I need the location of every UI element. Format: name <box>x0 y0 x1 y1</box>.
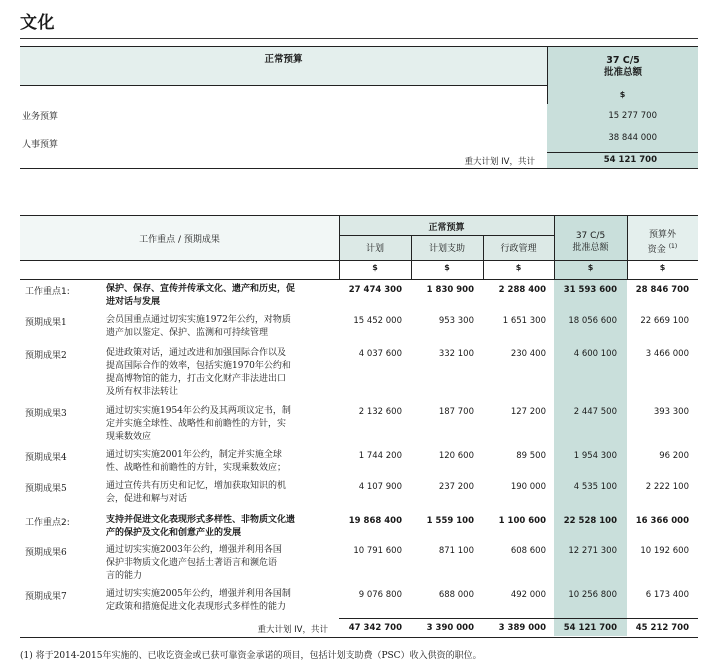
cell-plan: 9 076 800 <box>358 590 402 600</box>
cell-total: 12 271 300 <box>568 546 617 556</box>
cell-extra: 28 846 700 <box>635 285 689 295</box>
total-plan-support: 3 390 000 <box>426 623 474 633</box>
summary-row-value: 15 277 700 <box>608 111 657 121</box>
cell-admin: 492 000 <box>510 590 546 600</box>
currency-plan-support: $ <box>444 263 450 272</box>
cell-support: 1 559 100 <box>426 516 474 526</box>
col-divider <box>411 235 412 279</box>
detail-total-rule <box>339 618 698 619</box>
cell-extra: 96 200 <box>659 451 689 461</box>
title-divider <box>20 38 698 39</box>
expected-result-label: 预期成果6 <box>25 548 67 558</box>
cell-support: 688 000 <box>438 590 474 600</box>
description-line: 通过切实实施1954年公约及其两项议定书，制 <box>106 406 291 416</box>
currency-admin: $ <box>515 263 522 272</box>
summary-header-approved-total: 37 C/5 批准总额 <box>547 47 698 85</box>
detail-header-approved-total: 37 C/5 批准总额 <box>572 231 609 253</box>
description-line: 通过宣传共有历史和记忆，增加获取知识的机 <box>106 481 287 491</box>
row-description <box>106 480 334 506</box>
expected-result-label: 预期成果7 <box>25 592 67 602</box>
cell-support: 1 830 900 <box>426 285 474 295</box>
cell-support: 237 200 <box>438 482 474 492</box>
cell-total: 31 593 600 <box>563 285 617 295</box>
cell-support: 120 600 <box>438 451 474 461</box>
description-line: 现乘数效应 <box>106 432 152 442</box>
cell-extra: 2 222 100 <box>645 482 689 492</box>
detail-header-plan-support: 计划支助 <box>428 244 465 254</box>
row-description <box>106 405 334 444</box>
expected-result-label: 预期成果4 <box>25 453 67 463</box>
row-description <box>106 314 334 340</box>
cell-total: 1 954 300 <box>573 451 617 461</box>
description-line: 通过切实实施2005年公约，增强并利用各国制 <box>106 589 291 599</box>
expected-result-label: 预期成果1 <box>25 318 67 328</box>
cell-total: 4 600 100 <box>573 349 617 359</box>
summary-row-label: 人事预算 <box>22 140 59 150</box>
cell-plan: 15 452 000 <box>353 316 402 326</box>
currency-row-rule <box>20 279 698 280</box>
cell-total: 4 535 100 <box>573 482 617 492</box>
summary-table-header <box>20 46 698 86</box>
detail-bottom-rule <box>20 637 698 638</box>
description-line: 保护非物质文化遗产包括土著语言和濒危语 <box>106 558 278 568</box>
regular-budget-rule <box>339 235 554 236</box>
description-line: 遗产加以鉴定、保护、监测和可持续管理 <box>106 328 269 338</box>
priority-label: 工作重点1: <box>25 287 70 297</box>
cell-extra: 393 300 <box>653 407 689 417</box>
description-line: 进对话与发展 <box>106 297 161 307</box>
cell-plan: 1 744 200 <box>358 451 402 461</box>
cell-support: 953 300 <box>438 316 474 326</box>
summary-row-value: 38 844 000 <box>608 133 657 143</box>
cell-admin: 190 000 <box>510 482 546 492</box>
page-title: 文化 <box>20 13 55 33</box>
summary-header-regular-budget: 正常预算 <box>264 54 303 65</box>
detail-header-admin: 行政管理 <box>500 244 537 254</box>
currency-extra: $ <box>659 263 666 272</box>
expected-result-label: 预期成果2 <box>25 351 67 361</box>
cell-total: 22 528 100 <box>563 516 617 526</box>
description-line: 定政策和措施促进文化表现形式多样性的能力 <box>106 602 287 612</box>
cell-admin: 1 651 300 <box>502 316 546 326</box>
detail-header-priority: 工作重点 / 预期成果 <box>139 235 220 245</box>
expected-result-label: 预期成果3 <box>25 409 67 419</box>
description-line: 支持并促进文化表现形式多样性、非物质文化遗 <box>106 515 296 525</box>
detail-header-regular-budget: 正常预算 <box>428 223 465 233</box>
cell-admin: 2 288 400 <box>498 285 546 295</box>
description-line: 言的能力 <box>106 571 143 581</box>
cell-plan: 2 132 600 <box>358 407 402 417</box>
summary-currency: $ <box>619 90 626 99</box>
footnote: (1) 将于2014-2015年实施的、已收讫资金或已获可靠资金承诺的项目，包括计划支助费（PSC）收入供资的职位。 <box>20 651 482 661</box>
description-line: 提高国际合作的效率，包括实施1970年公约和 <box>106 361 291 371</box>
currency-plan: $ <box>372 263 378 272</box>
col-divider <box>483 235 484 279</box>
expected-result-label: 预期成果5 <box>25 484 67 494</box>
cell-total: 2 447 500 <box>573 407 617 417</box>
cell-total: 18 056 600 <box>568 316 617 326</box>
description-line: 促进政策对话，通过改进和加强国际合作以及 <box>106 348 287 358</box>
cell-support: 187 700 <box>438 407 474 417</box>
detail-header-extrabudgetary: 预算外 资金 $^{(1)}$ <box>647 230 678 255</box>
description-line: 会员国重点通过切实实施1972年公约，对物质 <box>106 315 291 325</box>
description-line: 性、战略性和前瞻性的方针，实现乘数效应； <box>106 463 287 473</box>
cell-plan: 4 107 900 <box>358 482 402 492</box>
cell-admin: 127 200 <box>510 407 546 417</box>
cell-total: 10 256 800 <box>568 590 617 600</box>
cell-admin: 608 600 <box>510 546 546 556</box>
total-plan: 47 342 700 <box>348 623 402 633</box>
total-extrabudgetary: 45 212 700 <box>635 623 689 633</box>
row-description <box>106 347 334 399</box>
description-line: 通过切实实施2001年公约，制定并实施全球 <box>106 450 282 460</box>
cell-plan: 10 791 600 <box>353 546 402 556</box>
description-line: 提高博物馆的能力，打击文化财产非法进出口 <box>106 374 287 384</box>
description-line: 保护、保存、宣传并传承文化、遗产和历史，促 <box>106 284 296 294</box>
currency-total: $ <box>587 263 594 272</box>
cell-extra: 3 466 000 <box>645 349 689 359</box>
detail-total-label: 重大计划 IV，共计 <box>257 625 328 635</box>
cell-plan: 19 868 400 <box>348 516 402 526</box>
cell-admin: 1 100 600 <box>498 516 546 526</box>
footnote-ref: (1) <box>668 243 678 250</box>
summary-total-rule <box>547 152 698 153</box>
row-description <box>106 544 334 583</box>
cell-support: 332 100 <box>438 349 474 359</box>
row-description <box>106 449 334 475</box>
description-line: 及所有权非法转让 <box>106 387 179 397</box>
description-line: 产的保护及文化和创意产业的发展 <box>106 528 242 538</box>
row-description <box>106 283 334 309</box>
row-description <box>106 514 334 540</box>
total-approved: 54 121 700 <box>563 623 617 633</box>
row-description <box>106 588 334 614</box>
summary-row-label: 业务预算 <box>22 112 59 122</box>
cell-extra: 16 366 000 <box>635 516 689 526</box>
cell-plan: 27 474 300 <box>348 285 402 295</box>
cell-plan: 4 037 600 <box>358 349 402 359</box>
cell-extra: 22 669 100 <box>640 316 689 326</box>
detail-header-plan: 计划 <box>365 244 384 254</box>
description-line: 定并实施全球性、战略性和前瞻性的方针，实 <box>106 419 287 429</box>
summary-total-label: 重大计划 IV，共计 <box>464 157 535 167</box>
summary-bottom-rule <box>20 168 698 169</box>
cell-admin: 89 500 <box>516 451 546 461</box>
summary-total-value: 54 121 700 <box>603 155 657 165</box>
priority-label: 工作重点2: <box>25 518 70 528</box>
total-admin: 3 389 000 <box>498 623 546 633</box>
description-line: 会，促进和解与对话 <box>106 494 188 504</box>
cell-admin: 230 400 <box>510 349 546 359</box>
cell-support: 871 100 <box>438 546 474 556</box>
description-line: 通过切实实施2003年公约，增强并利用各国 <box>106 545 282 555</box>
cell-extra: 6 173 400 <box>645 590 689 600</box>
header-bottom-rule <box>20 260 698 261</box>
cell-extra: 10 192 600 <box>640 546 689 556</box>
